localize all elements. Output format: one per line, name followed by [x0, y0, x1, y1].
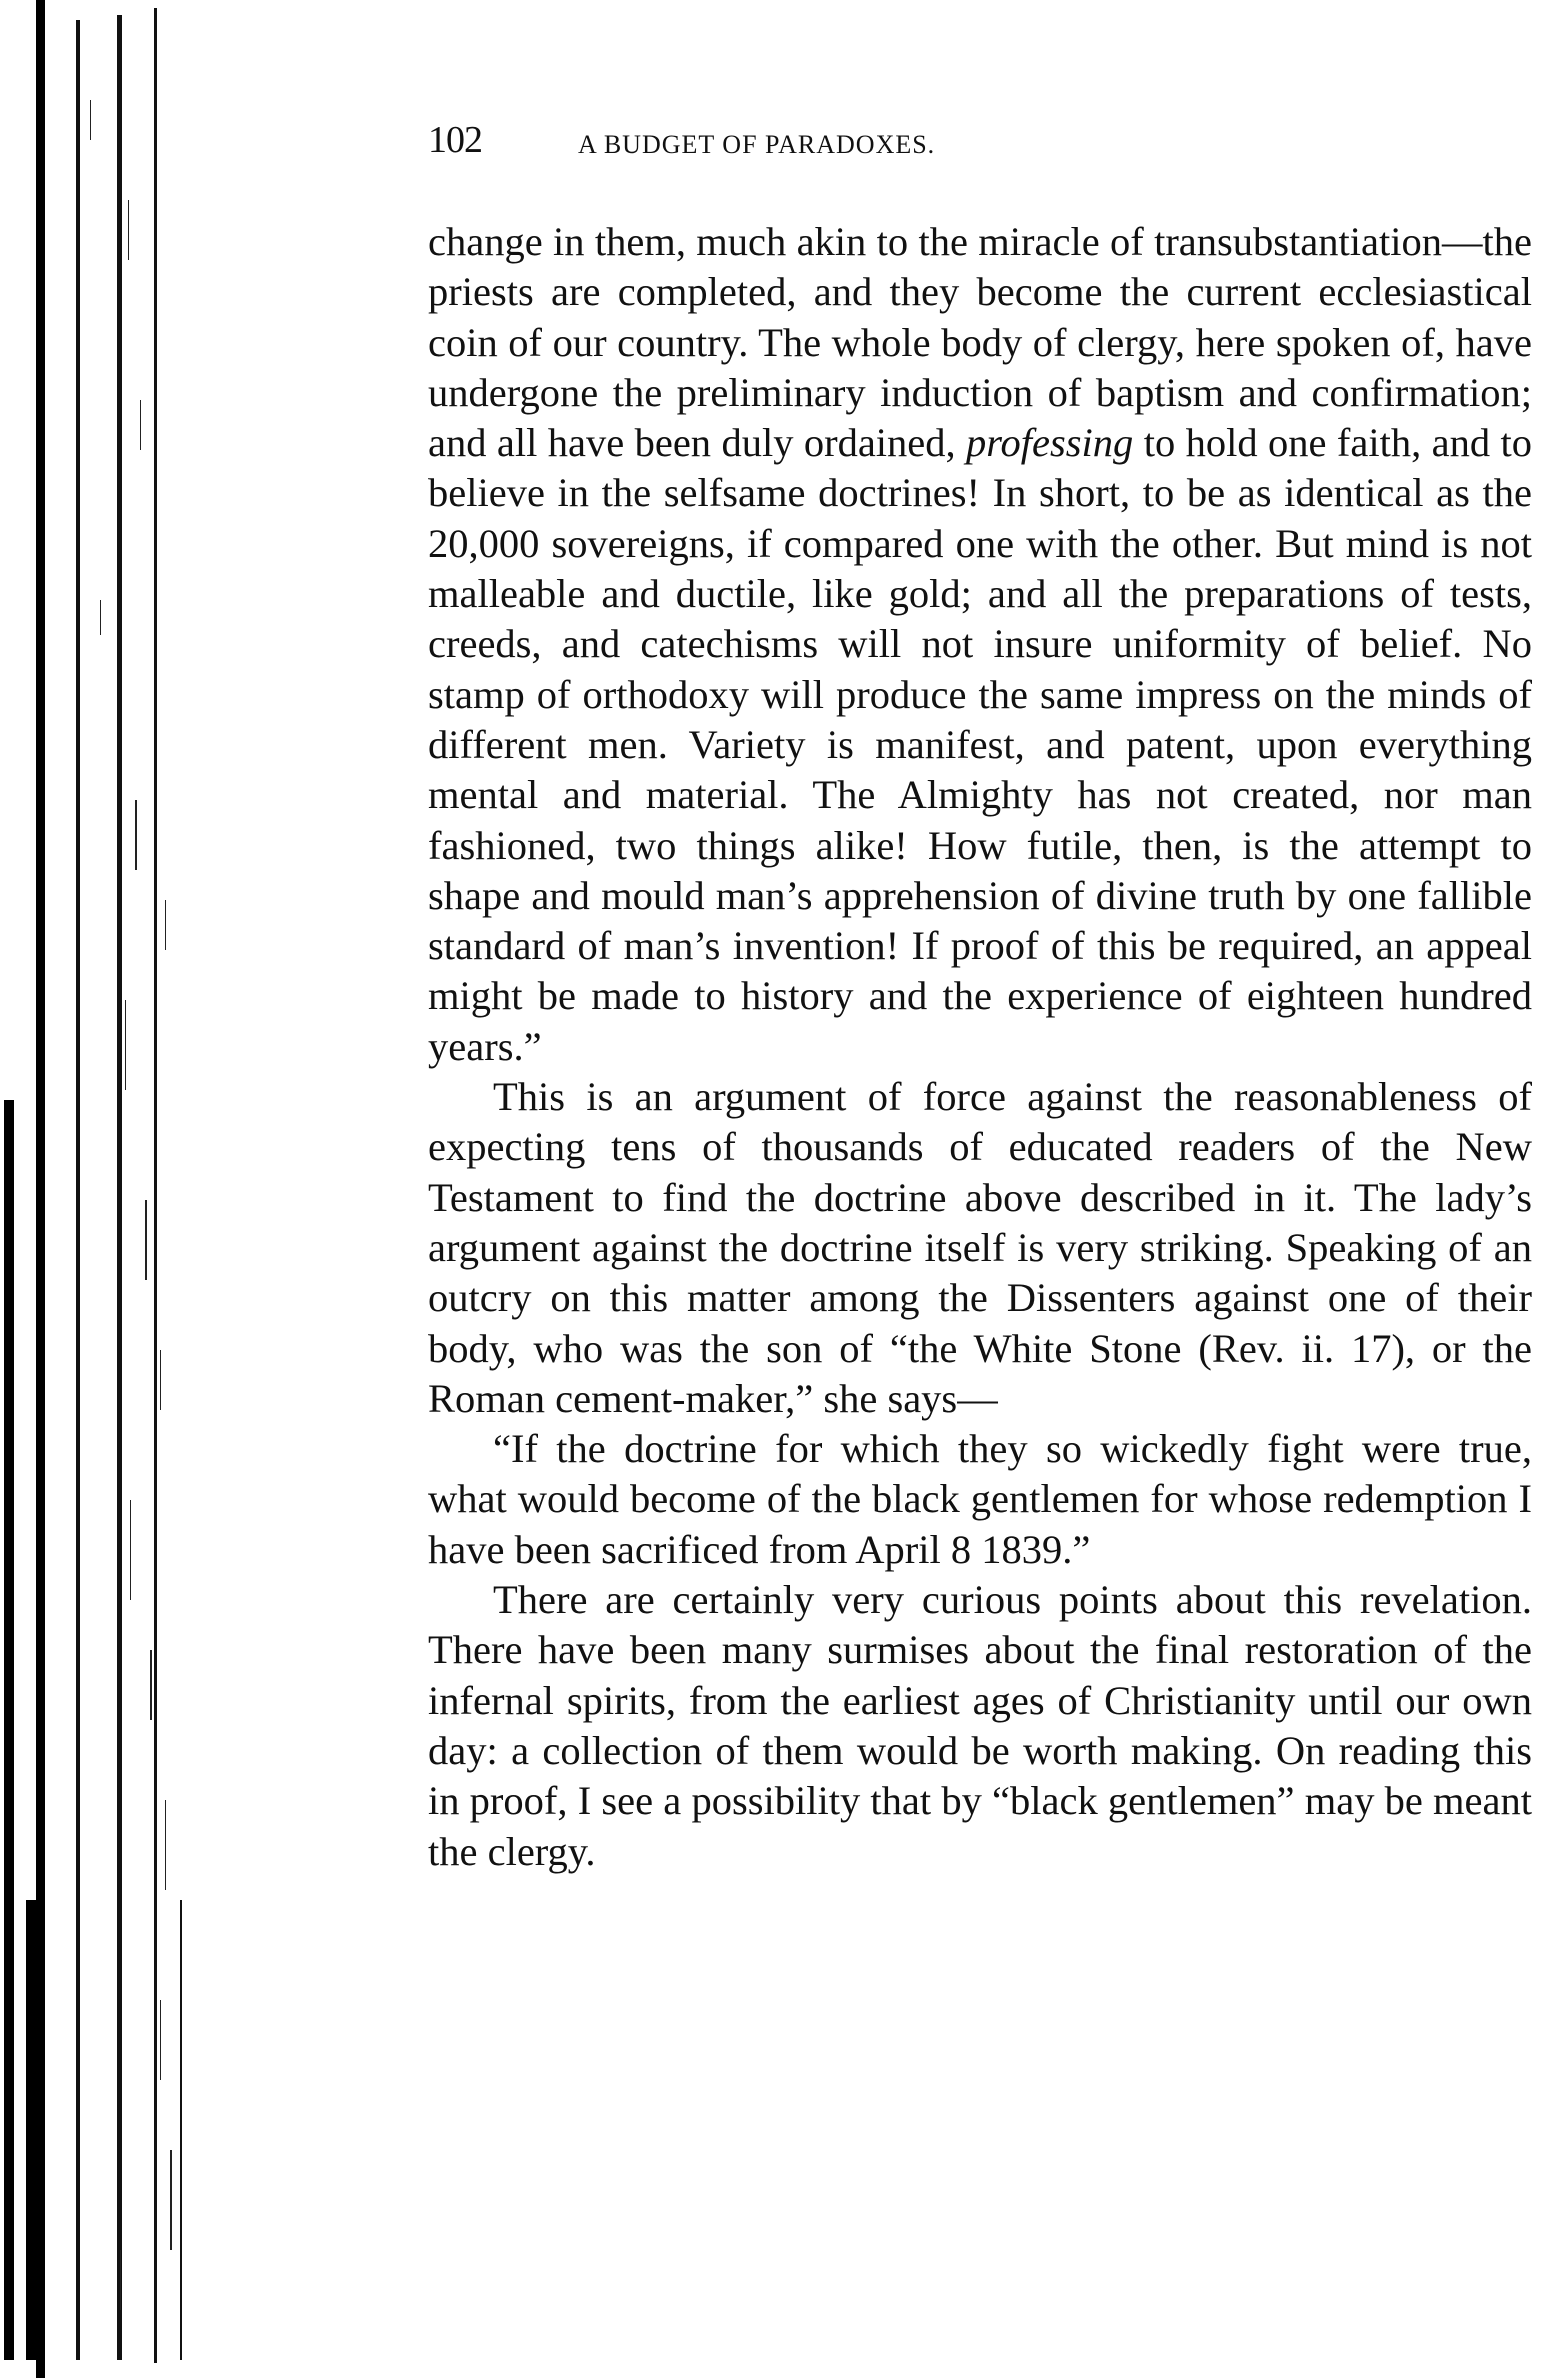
binding-bar-lower-inner [26, 1900, 40, 2360]
paragraph-3-quote: “If the doctrine for which they so wickedly fight were true, what would become of the black gentlemen for whose redemption I have been sacrificed from April 8 1839.” [428, 1426, 1532, 1572]
binding-line-1 [76, 20, 80, 2360]
binding-line-3 [154, 8, 157, 2363]
binding-noise [90, 100, 172, 2310]
paragraph-1-text-a: change in them, much akin to the miracle of transubstantiation—the priests are completed, and they become the current ecclesiastical coin of our country. The whole body of clergy, here spoken of, have undergone the preliminary induction of baptism and confirmation; and all have been duly ordained, [428, 219, 1532, 466]
binding-shadow-icon [0, 0, 200, 2378]
emphasis-professing: professing [966, 420, 1134, 466]
binding-line-4 [180, 1900, 182, 2360]
paragraph-1-text-b: to hold one faith, and to believe in the selfsame doctrines! In short, to be as identical as the 20,000 sovereigns, if compared one with the other. But mind is not malleable and ductile, like gold; and all the preparations of tests, creeds, and catechisms will not insure uniformity of belief. No stamp of orthodoxy will produce the same impress on the minds of different men. Variety is manifest, and patent, upon everything mental and material. The Almighty has not created, nor man fashioned, two things alike! How futile, then, is the attempt to shape and mould man’s apprehension of divine truth by one fallible standard of man’s invention! If proof of this be required, an appeal might be made to history and the experience of eighteen hundred years.” [428, 420, 1532, 1069]
page-number: 102 [428, 119, 482, 161]
paragraph-1 [428, 217, 1532, 1072]
binding-bar-lower-left [4, 1100, 14, 2360]
book-binding-edge [0, 0, 200, 2378]
page-body [428, 217, 1532, 1877]
running-title: A BUDGET OF PARADOXES. [578, 130, 936, 159]
binding-line-2 [117, 15, 122, 2360]
page-header [428, 118, 1528, 178]
paragraph-4: There are certainly very curious points about this revelation. There have been many surmises about the final restoration of the infernal spirits, from the earliest ages of Christianity until our own day: a collection of them would be worth making. On reading this in proof, I see a possibility that by “black gentlemen” may be meant the clergy. [428, 1577, 1532, 1874]
paragraph-2: This is an argument of force against the reasonableness of expecting tens of thousands of educated readers of the New Testament to find the doctrine above described in it. The lady’s argument against the doctrine itself is very striking. Speaking of an outcry on this matter among the Dissenters against one of their body, who was the son of “the White Stone (Rev. ii. 17), or the Roman cement-maker,” she says— [428, 1074, 1532, 1421]
